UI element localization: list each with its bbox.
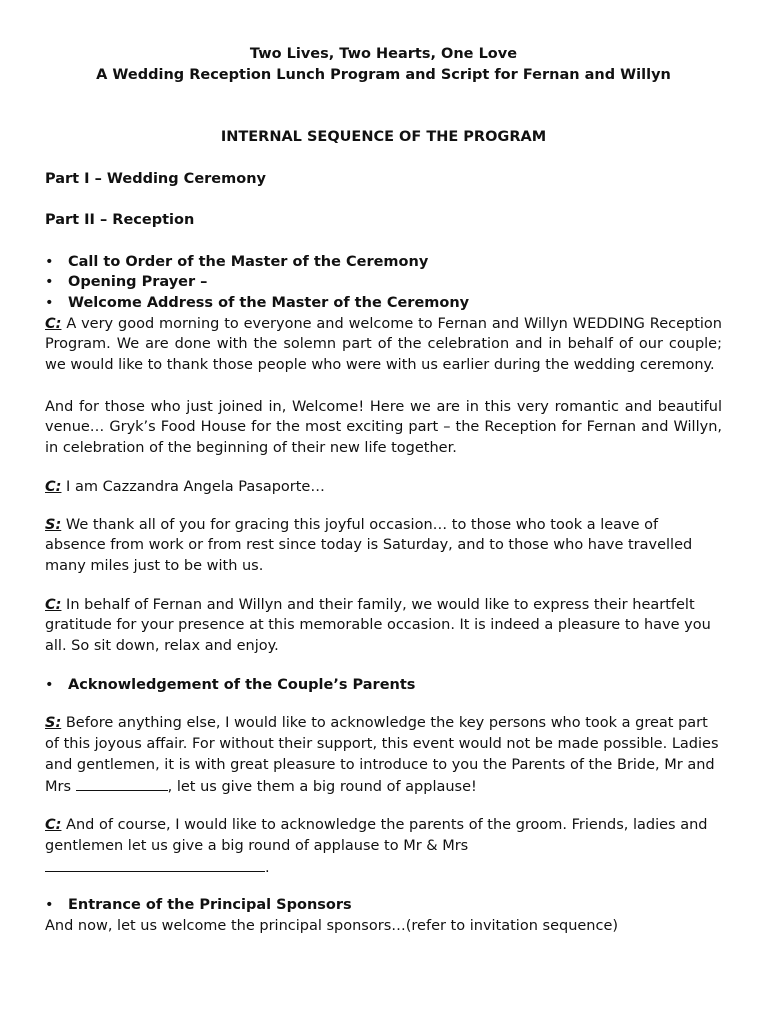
speaker-label: S: [45,715,62,732]
paragraph-text: A very good morning to everyone and welcome to Fernan and Willyn WEDDING Reception Program. We are done with the solemn part of the celebration and in behalf of our couple; we would like to thank those people who were with us earlier during the wedding ceremony. [45,315,722,374]
document-page [45,44,722,937]
paragraph-text: And now, let us welcome the principal sponsors…(refer to invitation sequence) [45,918,619,935]
list-item: • Welcome Address of the Master of the Ceremony [45,293,722,314]
script-paragraph [45,515,722,577]
paragraph-text: . [265,859,270,876]
program-list [45,252,722,314]
list-item: • Entrance of the Principal Sponsors [45,895,722,916]
paragraph-text: In behalf of Fernan and Willyn and their family, we would like to express their heartfelt gratitude for your presence at this memorable occasion. It is indeed a pleasure to have you all. So sit down, relax and enjoy. [45,596,711,655]
list-item: • Opening Prayer – [45,272,722,293]
document-subtitle: A Wedding Reception Lunch Program and Script for Fernan and Willyn [96,66,671,83]
speaker-label: C: [45,478,62,495]
script-paragraph [45,314,722,376]
script-paragraph [45,713,722,797]
paragraph-text: , let us give them a big round of applause! [167,778,477,795]
paragraph-text: We thank all of you for gracing this joyful occasion… to those who took a leave of absence from work or from rest since today is Saturday, and to those who have travelled many miles just to be with us. [45,516,693,574]
script-paragraph [45,595,722,657]
script-paragraph [45,916,722,937]
paragraph-text: And of course, I would like to acknowledge the parents of the groom. Friends, ladies and gentlemen let us give a big round of applause to Mr & Mrs [45,817,708,854]
paragraph-text: Before anything else, I would like to acknowledge the key persons who took a great part of this joyous affair. For without their support, this event would not be made possible. Ladies and gentlemen, it is with great pleasure to introduce to you the Parents of the Bride, Mr and Mrs [45,715,719,795]
part-two-heading: Part II – Reception [45,211,195,228]
script-paragraph [45,477,722,498]
speaker-label: C: [45,315,62,332]
script-paragraph [45,397,722,459]
list-item: • Acknowledgement of the Couple’s Parents [45,675,722,696]
list-item: • Call to Order of the Master of the Ceremony [45,252,722,273]
speaker-label: C: [45,817,62,834]
paragraph-text: And for those who just joined in, Welcome! Here we are in this very romantic and beautiful venue… Gryk’s Food House for the most exciting part – the Reception for Fernan and Willyn, in celebration of the beginning of their new life together. [45,398,722,457]
document-title: Two Lives, Two Hearts, One Love [249,46,518,62]
script-paragraph [45,815,722,878]
paragraph-text: I am Cazzandra Angela Pasaporte… [61,478,325,495]
speaker-label: C: [45,596,62,613]
section-heading: INTERNAL SEQUENCE OF THE PROGRAM [220,129,547,146]
fill-in-blank [76,776,168,791]
speaker-label: S: [45,516,62,533]
program-list [45,895,722,916]
program-list [45,675,722,696]
part-one-heading: Part I – Wedding Ceremony [45,171,266,188]
fill-in-blank [45,857,265,872]
